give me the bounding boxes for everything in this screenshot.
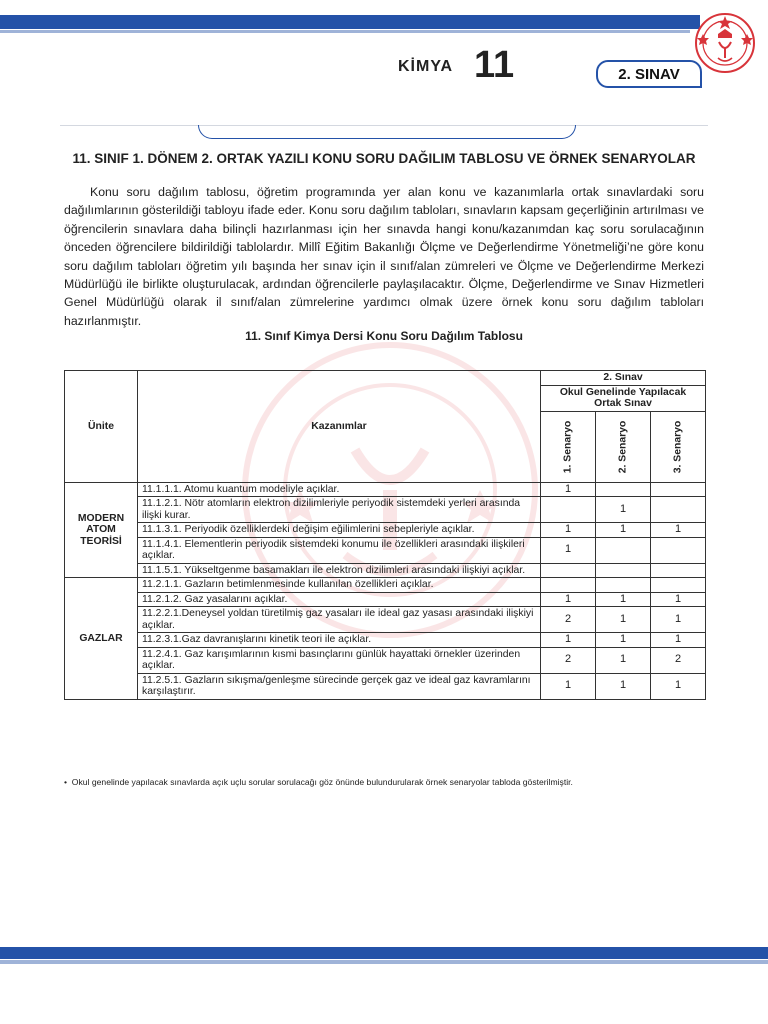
scenario-2-label: 2. Senaryo [617, 420, 629, 473]
outcome-cell: 11.2.1.2. Gaz yasalarını açıklar. [138, 592, 541, 607]
scenario-1-count [541, 563, 596, 578]
page-title: 11. SINIF 1. DÖNEM 2. ORTAK YAZILI KONU SORU DAĞILIM TABLOSU VE ÖRNEK SENARYOLAR [72, 151, 696, 166]
table-row [65, 563, 706, 578]
scenario-1-count: 2 [541, 607, 596, 633]
scenario-3-count: 1 [651, 633, 706, 648]
table-row [65, 497, 706, 523]
table-header-row [65, 371, 706, 386]
scenario-2-count [596, 482, 651, 497]
scenario-1-count [541, 578, 596, 593]
scenario-2-count [596, 563, 651, 578]
unit-cell: MODERN ATOM TEORİSİ [65, 482, 138, 578]
header-bracket [198, 125, 576, 139]
scenario-1-label: 1. Senaryo [562, 420, 574, 473]
scenario-1-count: 1 [541, 592, 596, 607]
outcome-cell: 11.1.4.1. Elementlerin periyodik sistemdeki konumu ile özellikleri arasındaki ilişkileri açıklar. [138, 537, 541, 563]
table-row [65, 673, 706, 699]
scenario-1-header [541, 411, 596, 482]
scenario-3-count [651, 497, 706, 523]
intro-paragraph: Konu soru dağılım tablosu, öğretim programında yer alan konu ve kazanımlarla ortak sınavlardaki soru dağılımlarının gösterildiği tabloyu ifade eder. Konu soru dağılım tabloları, sınavların kapsam geçerliğinin artırılması ve öğrencilerin sınavlara daha bilinçli hazırlanması için her sınavda hangi konu/kazanımdan kaç soru sorulacağının önceden öğrencilere bildirildiği tablolardır. Millî Eğitim Bakanlığı Ölçme ve Değerlendirme Yönetmeliği’ne göre konu soru dağılım tabloları öğretim yılı başında her sınav için il sınıf/alan zümreleri ve Ölçme ve Değerlendirme Merkezi Müdürlüğü ile birlikte oluşturulacak, ardından öğrencilerle paylaşılacaktır. Ölçme, Değerlendirme ve Sınav Hizmetleri Genel Müdürlüğü olarak il sınıf/alan zümrelerine yardımcı olmak üzere örnek konu soru dağılım tabloları hazırlanmıştır. [64, 185, 704, 328]
grade-number: 11 [474, 44, 515, 86]
scenario-3-count: 1 [651, 592, 706, 607]
scenario-2-count: 1 [596, 673, 651, 699]
outcome-cell: 11.2.1.1. Gazların betimlenmesinde kullanılan özellikleri açıklar. [138, 578, 541, 593]
outcome-cell: 11.1.1.1. Atomu kuantum modeliyle açıklar. [138, 482, 541, 497]
outcome-cell: 11.1.5.1. Yükseltgenme basamakları ile elektron dizilimleri arasındaki ilişkiyi açıklar. [138, 563, 541, 578]
footnote: • Okul genelinde yapılacak sınavlarda açık uçlu sorular sorulacağı göz önünde bulundurularak örnek senaryolar tabloda gösterilmiştir. [64, 777, 573, 787]
outcomes-column-header: Kazanımlar [138, 371, 541, 483]
bottom-band-accent [0, 960, 768, 964]
exam-subheader: Okul Genelinde Yapılacak Ortak Sınav [541, 385, 706, 411]
scenario-1-count: 2 [541, 647, 596, 673]
scenario-3-label: 3. Senaryo [672, 420, 684, 473]
table-row [65, 633, 706, 648]
unit-cell: GAZLAR [65, 578, 138, 700]
scenario-2-count [596, 537, 651, 563]
scenario-2-count: 1 [596, 523, 651, 538]
scenario-2-header [596, 411, 651, 482]
outcome-cell: 11.2.5.1. Gazların sıkışma/genleşme sürecinde gerçek gaz ve ideal gaz kavramlarını karşılaştırır. [138, 673, 541, 699]
scenario-1-count: 1 [541, 633, 596, 648]
scenario-2-count: 1 [596, 633, 651, 648]
footnote-text: Okul genelinde yapılacak sınavlarda açık uçlu sorular sorulacağı göz önünde bulundurularak örnek senaryolar tabloda gösterilmiştir. [71, 777, 573, 787]
outcome-cell: 11.2.4.1. Gaz karışımlarının kısmi basınçlarını günlük hayattaki örnekler üzerinden açıklar. [138, 647, 541, 673]
table-row [65, 482, 706, 497]
unit-column-header: Ünite [65, 371, 138, 483]
scenario-3-count: 1 [651, 607, 706, 633]
outcome-cell: 11.2.3.1.Gaz davranışlarını kinetik teori ile açıklar. [138, 633, 541, 648]
subject-label: KİMYA [398, 58, 454, 75]
meb-logo-icon [694, 12, 756, 74]
table-row [65, 578, 706, 593]
scenario-1-count [541, 497, 596, 523]
scenario-3-count: 1 [651, 673, 706, 699]
table-row [65, 523, 706, 538]
outcome-cell: 11.1.2.1. Nötr atomların elektron dizilimleriyle periyodik sistemdeki yerleri arasında ilişki kurar. [138, 497, 541, 523]
bottom-band [0, 947, 768, 959]
exam-header: 2. Sınav [541, 371, 706, 386]
scenario-1-count: 1 [541, 673, 596, 699]
scenario-2-count: 1 [596, 647, 651, 673]
table-row [65, 537, 706, 563]
scenario-1-count: 1 [541, 482, 596, 497]
scenario-2-count: 1 [596, 607, 651, 633]
table-row [65, 607, 706, 633]
scenario-2-count: 1 [596, 497, 651, 523]
scenario-3-count: 1 [651, 523, 706, 538]
exam-label: 2. SINAV [618, 66, 680, 83]
scenario-2-count [596, 578, 651, 593]
table-row [65, 592, 706, 607]
scenario-3-header [651, 411, 706, 482]
table-row [65, 647, 706, 673]
scenario-3-count [651, 578, 706, 593]
outcome-cell: 11.1.3.1. Periyodik özelliklerdeki değişim eğilimlerini sebepleriyle açıklar. [138, 523, 541, 538]
scenario-2-count: 1 [596, 592, 651, 607]
distribution-table [64, 370, 706, 700]
outcome-cell: 11.2.2.1.Deneysel yoldan türetilmiş gaz yasaları ile ideal gaz yasası arasındaki ilişkiyi açıklar. [138, 607, 541, 633]
scenario-3-count [651, 482, 706, 497]
scenario-1-count: 1 [541, 537, 596, 563]
scenario-3-count [651, 563, 706, 578]
top-band [0, 15, 700, 29]
table-title: 11. Sınıf Kimya Dersi Konu Soru Dağılım Tablosu [245, 329, 523, 343]
scenario-1-count: 1 [541, 523, 596, 538]
exam-tab [596, 60, 702, 88]
scenario-3-count: 2 [651, 647, 706, 673]
top-band-accent [0, 30, 690, 33]
scenario-3-count [651, 537, 706, 563]
